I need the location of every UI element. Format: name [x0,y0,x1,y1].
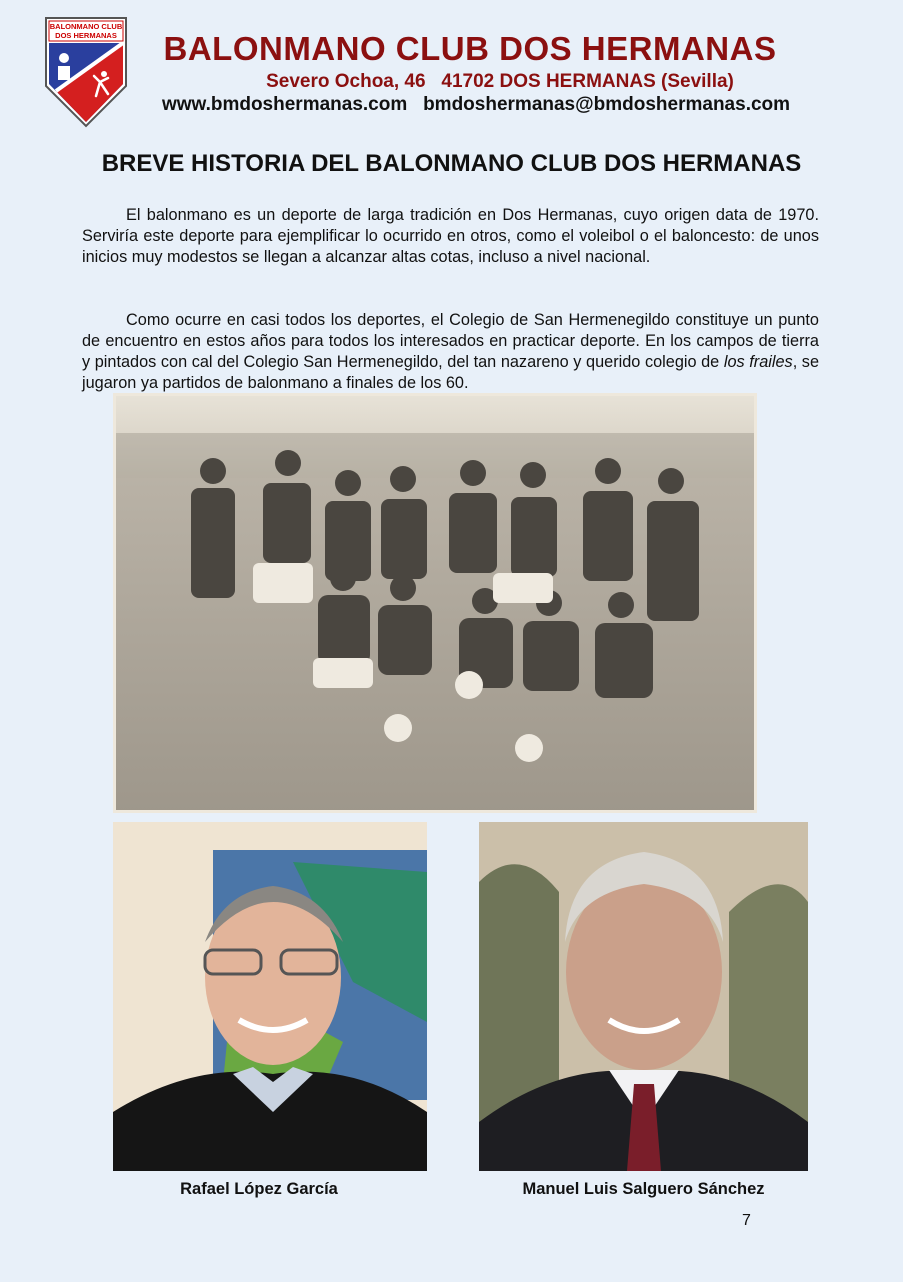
portrait-rafael-lopez-garcia [113,822,427,1171]
document-title: BREVE HISTORIA DEL BALONMANO CLUB DOS HERMANAS [101,150,802,177]
paragraph-2-text-a: Como ocurre en casi todos los deportes, el Colegio de San Hermenegildo constituye un punto de encuentro en estos años para todos los interesados en practicar deporte. En los campos de tierra y pintados con cal del Colegio San Hermenegildo, del tan nazareno y querido colegio de [82,311,819,371]
paragraph-2-text-b: , se jugaron ya partidos de balonmano a finales de los 60. [82,353,819,392]
svg-text:DOS HERMANAS: DOS HERMANAS [55,31,117,40]
team-photo [113,393,757,813]
svg-text:BALONMANO CLUB: BALONMANO CLUB [49,22,123,31]
paragraph-2 [82,310,819,394]
caption-rafael: Rafael López García [180,1180,338,1198]
club-contact: www.bmdoshermanas.com bmdoshermanas@bmdoshermanas.com [161,94,791,115]
paragraph-2-italic: los frailes [723,353,793,371]
caption-manuel: Manuel Luis Salguero Sánchez [522,1180,765,1198]
paragraph-1: El balonmano es un deporte de larga tradición en Dos Hermanas, cuyo origen data de 1970. Serviría este deporte para ejemplificar lo ocurrido en otros, como el voleibol o el baloncesto: de unos inicios muy modestos se llegan a alcanzar altas cotas, incluso a nivel nacional. [82,206,819,266]
club-logo [44,16,128,128]
page-number: 7 [742,1212,751,1229]
club-name: BALONMANO CLUB DOS HERMANAS [163,30,777,67]
portrait-manuel-luis-salguero-sanchez [479,822,808,1171]
club-address: Severo Ochoa, 46 41702 DOS HERMANAS (Sevilla) [266,71,734,92]
